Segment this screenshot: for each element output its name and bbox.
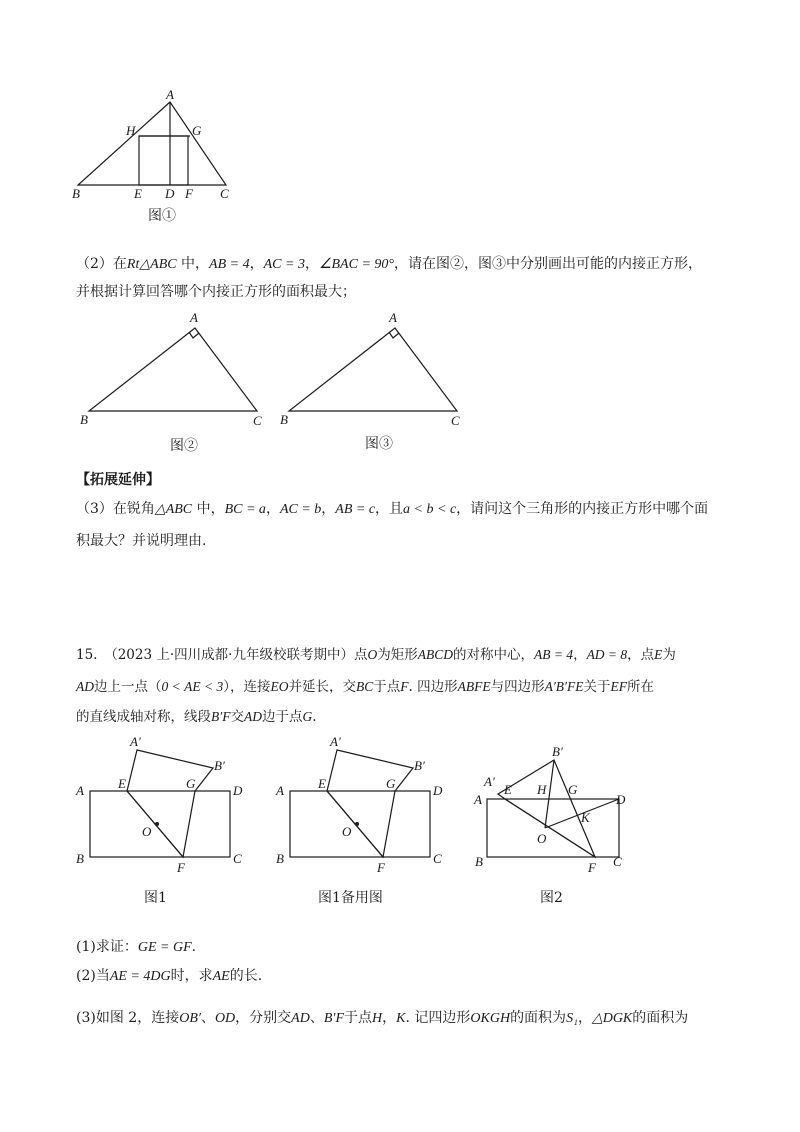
label-G: G xyxy=(186,776,196,791)
problem-15-line-3: 的直线成轴对称，线段B′F交AD边于点G. xyxy=(76,709,317,725)
problem-15-line-1: 15. （2023 上·四川成都·九年级校联考期中）点O为矩形ABCD的对称中心，AB = 4，AD = 8，点E为 xyxy=(76,647,676,663)
label-D: D xyxy=(433,783,443,798)
label-C: C xyxy=(233,851,242,866)
center-o xyxy=(355,822,359,826)
center-o xyxy=(155,822,159,826)
label-A: A xyxy=(76,783,84,798)
label-H: H xyxy=(537,782,547,797)
figure-3-right-triangle xyxy=(275,310,475,460)
label-C: C xyxy=(451,413,460,428)
label-F: F xyxy=(588,860,596,875)
right-angle-mark xyxy=(189,332,199,338)
figure-caption: 图1 xyxy=(144,890,167,906)
label-H: H xyxy=(126,123,136,138)
label-B: B xyxy=(80,412,88,427)
label-O: O xyxy=(142,824,152,839)
label-F: F xyxy=(177,860,185,875)
triangle-abc xyxy=(289,328,457,411)
figure-caption: 图① xyxy=(148,208,176,224)
label-F: F xyxy=(185,186,193,201)
right-angle-mark xyxy=(389,332,399,338)
label-A1: A′ xyxy=(130,734,141,749)
label-E: E xyxy=(134,186,142,201)
label-A1: A′ xyxy=(484,774,495,789)
label-B1: B′ xyxy=(552,744,563,759)
sub-question-2: (2)当AE = 4DG时，求AE的长. xyxy=(76,968,263,984)
label-D: D xyxy=(165,186,175,201)
label-A: A xyxy=(276,783,284,798)
label-G: G xyxy=(386,776,396,791)
question-2-line-1: （2）在Rt△ABC 中，AB = 4，AC = 3，∠BAC = 90°，请在图②，图③中分别画出可能的内接正方形， xyxy=(76,256,702,272)
figure-caption: 图2 xyxy=(540,890,563,906)
label-C: C xyxy=(613,854,622,869)
label-E: E xyxy=(504,782,512,797)
label-O: O xyxy=(342,824,352,839)
question-2-line-2: 并根据计算回答哪个内接正方形的面积最大； xyxy=(76,284,356,300)
extension-heading: 【拓展延伸】 xyxy=(76,472,160,488)
question-3-line-1: （3）在锐角△ABC 中，BC = a，AC = b，AB = c，且a < b < c，请问这个三角形的内接正方形中哪个面 xyxy=(76,501,709,517)
figure-1-triangle-square xyxy=(60,87,260,230)
label-E: E xyxy=(318,776,326,791)
figure-caption: 图② xyxy=(170,438,198,454)
label-G: G xyxy=(192,123,202,138)
question-3-line-2: 积最大？并说明理由. xyxy=(76,533,207,549)
label-O: O xyxy=(537,831,547,846)
label-C: C xyxy=(253,413,262,428)
label-E: E xyxy=(118,776,126,791)
label-A: A xyxy=(389,310,397,325)
square-hgfe xyxy=(139,136,188,185)
sub-question-1: (1)求证：GE = GF. xyxy=(76,939,197,955)
label-B: B xyxy=(76,851,84,866)
label-C: C xyxy=(433,851,442,866)
figure-2-right-triangle xyxy=(75,310,275,460)
label-A1: A′ xyxy=(330,734,341,749)
figure-15-1 xyxy=(70,732,250,912)
label-C: C xyxy=(220,186,229,201)
label-D: D xyxy=(233,783,243,798)
label-B: B xyxy=(72,186,80,201)
label-A: A xyxy=(190,310,198,325)
folded-quad xyxy=(498,760,595,857)
label-K: K xyxy=(581,810,590,825)
rectangle-abcd xyxy=(290,791,430,857)
label-G: G xyxy=(568,782,578,797)
label-B: B xyxy=(475,854,483,869)
rectangle-abcd xyxy=(487,799,619,857)
label-B1: B′ xyxy=(414,758,425,773)
label-D: D xyxy=(616,792,626,807)
label-F: F xyxy=(377,860,385,875)
figure-15-2 xyxy=(470,738,640,912)
label-B: B xyxy=(276,851,284,866)
rectangle-abcd xyxy=(90,791,230,857)
figure-caption: 图③ xyxy=(365,436,393,452)
label-A: A xyxy=(474,792,482,807)
label-B: B xyxy=(280,412,288,427)
triangle-abc xyxy=(78,102,226,185)
sub-question-3: (3)如图 2，连接OB′、OD，分别交AD、B′F于点H，K. 记四边形OKGH的面积为S₁，△DGK的面积为 xyxy=(76,1010,689,1026)
segment-ef xyxy=(505,799,595,857)
label-A: A xyxy=(166,87,174,102)
figure-15-1-backup xyxy=(270,732,450,912)
problem-15-line-2: AD边上一点（0 < AE < 3），连接EO并延长，交BC于点F. 四边形ABFE与四边形A′B′FE关于EF所在 xyxy=(76,679,654,695)
label-B1: B′ xyxy=(214,758,225,773)
figure-caption: 图1备用图 xyxy=(318,890,383,906)
triangle-abc xyxy=(89,328,257,411)
